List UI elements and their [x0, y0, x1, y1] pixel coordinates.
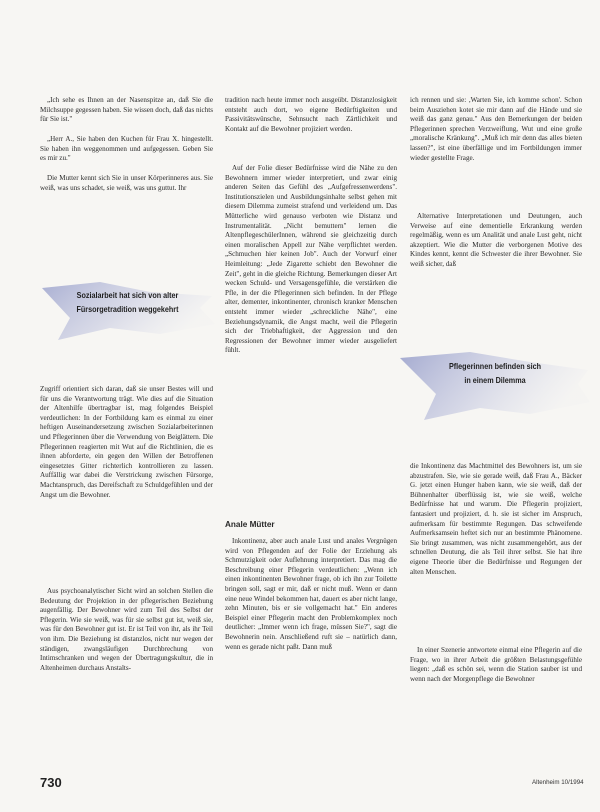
column1-paragraph-1: „Ich sehe es Ihnen an der Nasenspitze an, daß Sie die Milchsuppe gegessen haben. Sie wissen doch, daß das nichts für Sie ist." — [40, 96, 213, 124]
column1-paragraph-4: Zugriff orientiert sich daran, daß sie unser Bestes will und für uns die Verantwortung trägt. Wie dies auf die Situation der Altenhilfe übertragbar ist, mag folgendes Beispiel verdeutlichen: In der Fortbildung kam es einmal zu einer heftigen Auseinandersetzung zwischen Sozialarbeiterinnen und Pflegerinnen über die Verwendung von Beiglättern. Die Pflegerinnen reagierten mit Wut auf die Richtlinien, die es ihnen abforderte, ein gegen den Willen der Betroffenen eingesetztes Gitter richterlich kontrollieren zu lassen. Auffällig war dabei die Verstrickung zwischen Fürsorge, Machtanspruch, das Dereifschaft zu Schuldgefühlen und der Angst um die Bewohner. — [40, 385, 213, 499]
column2-paragraph-3: Inkontinenz, aber auch anale Lust und anales Vergnügen wird von Pflegenden auf der Folie der Erziehung als Schmutzigkeit oder Auflehnung interpretiert. Das mag die Beschreibung einer Pflegerin verdeutlichen: „Wenn ich einen inkontinenten Bewohner frage, ob ich ihn zur Toilette bringen soll, sagt er mir, daß er nicht muß. Wenn er dann eine neue Windel bekommen hat, dauert es aber nicht lange, zehn Minuten, bis er sie vollgemacht hat." Ein anderes Beispiel einer Pflegerin macht den Problemkomplex noch deutlicher: „Immer wenn ich frage, müssen Sie?", sagt die Bewohnerin nein. Anschließend ruft sie – natürlich dann, wenn es gerade nicht paßt. Dann muß — [225, 537, 397, 651]
pull-quote-right — [400, 350, 590, 425]
pull-quote-left — [40, 278, 215, 346]
pull-quote-right-line2: in einem Dilemma — [464, 375, 526, 385]
column2-paragraph-2: Auf der Folie dieser Bedürfnisse wird die Nähe zu den Bewohnern immer wieder interpretiert, und zwar einig anderen Seiten das Gefühl des „Aufgefressenwerdens". Institutionszielen und Ausbildungsinhalte selbst gehen mit diesem Dilemma zumeist strafend und verleidend um. Das Mütterliche wird genauso verboten wie Distanz und Instrumentalität. „Nicht bemuttern" lernen die AltenpflegeschülerInnen, während sie gleichzeitig durch einen moralischen Appell zur Nähe verpflichtet werden. „Schmuchen hier keinen Job". Auch der Vorwurf einer Heimleitung: „Jede Zigarette schiebt den Bewohner die Zeit", geht in die gleiche Richtung. Bemerkungen dieser Art wecken Schuld- und Versagensgefühle, die verstärken die Pfle, in der die Pflegerinnen sich befinden. In der Pflege alter, dementer, inkontinenter, chronisch kranker Menschen entsteht immer wieder „schreckliche Nähe", eine Beziehungsdynamik, die Angst macht, weil die Pflegerin sich der Triebhaftigkeit, der Aggression und den Regressionen der Bewohner immer wieder ausgeliefert fühlt. — [225, 164, 397, 355]
pull-quote-left-line1: Sozialarbeit hat sich von alter — [76, 290, 179, 300]
pull-quote-right-line1: Pflegerinnen befinden sich — [448, 361, 542, 371]
section-heading: Anale Mütter — [225, 520, 275, 529]
column2-paragraph-1: tradition nach heute immer noch ausgeübt. Distanzlosigkeit entsteht auch dort, wo eigene Bedürftigkeiten und Passivitätswünsche, Sehnsucht nach Zärtlichkeit und Kontakt auf die Bewohner projiziert werden. — [225, 96, 397, 133]
column3-paragraph-1: ich rennen und sie: ,Warten Sie, ich komme schon'. Schon beim Ausziehen kotet sie mir dann auf die Hände und sie weiß das ganz genau." Aus den Bemerkungen der beiden Pflegerinnen sprechen Verzweiflung, Wut und eine große „moralische Kränkung". „Muß ich mir denn das alles bieten lassen?", ist eine überfällige und im Fortbildungen immer wieder gestellte Frage. — [410, 96, 582, 162]
column3-paragraph-2: Alternative Interpretationen und Deutungen, auch Verweise auf eine dementielle Erkrankung werden regelmäßig, wenn es um Analität und anale Lust geht, nicht akzeptiert. Wie die Mutter die verborgenen Motive des Kindes kennt, kennt die Schwester die ihrer Bewohner. Sie weiß sicher, daß — [410, 212, 582, 268]
column1-paragraph-5: Aus psychoanalytischer Sicht wird an solchen Stellen die Bedeutung der Projektion in der pflegerischen Beziehung augenfällig. Der Bewohner wird zum Teil des Selbst der Pflegerin. Wie sie weiß, was für sie selbst gut ist, weiß sie, was für den Bewohner gut ist. Er ist Teil von ihr, als ihr Teil von ihm. Die Beziehung ist distanzlos, nicht nur wegen der ständigen, zwangsläufigen Durchbrechung von Intimschranken und wegen der Übertragungskultur, die in Altenheimen durchaus Anstalts- — [40, 587, 213, 672]
column3-paragraph-4: In einer Szenerie antwortete einmal eine Pflegerin auf die Frage, wo in ihrer Arbeit die größten Belastungsgefühle liegen: „daß es schön sei, wenn die Station sauber ist und wenn nach der Morgenpflege die Bewohner — [410, 646, 582, 683]
publication-footer: Altenheim 10/1994 — [532, 779, 584, 786]
pull-quote-left-line2: Fürsorgetradition weggekehrt — [76, 304, 179, 314]
column1-paragraph-3: Die Mutter kennt sich Sie in unser Körperinneres aus. Sie weiß, was uns schadet, sie weiß, was uns guttut. Ihr — [40, 174, 213, 192]
column3-paragraph-3: die Inkontinenz das Machtmittel des Bewohners ist, um sie abzustrafen. Sie, wie sie gerade weiß, daß Frau A., Bäcker G. jetzt einen Hunger haben kann, wie sie weiß, daß der Bühnenhalter überflüssig ist, wie sie weiß, welche Bedürfnisse hat und warum. Die Pflegerin projiziert, fantasiert und projiziert, d. h. sie ist sicher im Anspruch, aufmerksam für bestimmte Regungen. Das schweifende Aufmerksamsein heftet sich nur an bestimmte Phänomene. Sie bringt zusammen, was nicht zusammengehört, aus der schnellen Deutung, die als Teil ihrer selbst. Sie hat ihre eigene Theorie über die Bedürfnisse und Regungen der alten Menschen. — [410, 462, 582, 576]
column1-paragraph-2: „Herr A., Sie haben den Kuchen für Frau X. hingestellt. Sie haben ihn weggenommen und aufgegessen. Geben Sie es mir zu." — [40, 135, 213, 163]
page-number: 730 — [40, 775, 62, 790]
